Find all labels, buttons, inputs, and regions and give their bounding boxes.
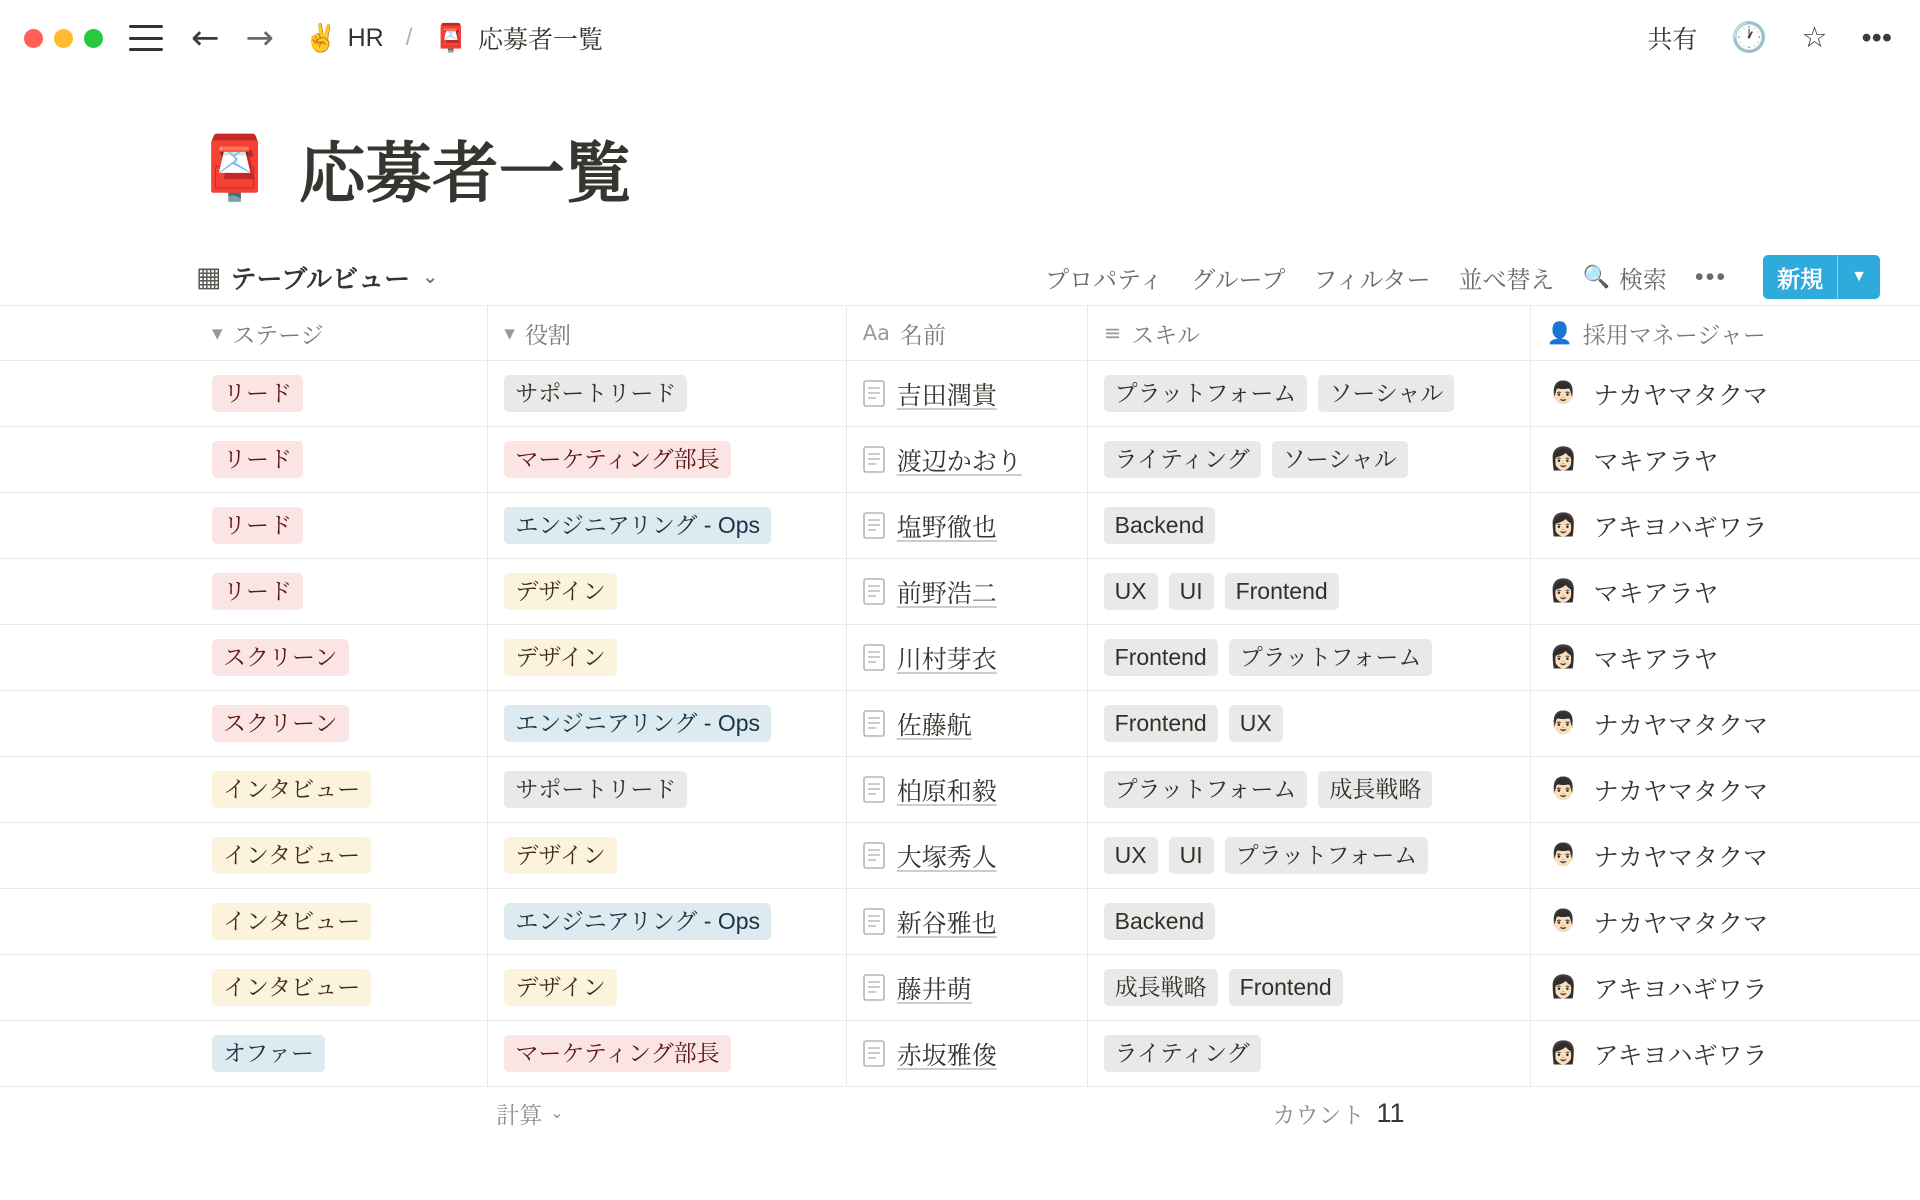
cell-skills[interactable] [1088,625,1531,690]
skill-tag[interactable]: 成長戦略 [1318,771,1432,808]
view-action-group [1045,255,1880,299]
avatar: 👨🏻 [1547,377,1581,411]
breadcrumb [304,20,603,56]
skill-tag-group [1104,837,1429,874]
table-row[interactable] [0,955,1920,1021]
skill-tag[interactable]: Frontend [1229,969,1343,1006]
cell-role[interactable] [488,1021,846,1086]
cell-role[interactable] [488,427,846,492]
page-icon[interactable]: 📮 [196,130,274,204]
column-header-manager[interactable] [1531,306,1920,360]
page-title [196,120,1920,215]
skill-tag[interactable]: ライティング [1104,441,1261,478]
manager-person[interactable] [1547,574,1719,610]
title-icon: Aa [862,321,890,345]
skill-tag-group [1104,639,1433,676]
skill-tag[interactable]: ソーシャル [1272,441,1408,478]
new-record-dropdown-icon[interactable]: ▼ [1851,268,1867,285]
page-content [0,120,1920,305]
avatar: 👩🏻 [1547,1037,1581,1071]
skill-tag-group [1104,1035,1261,1072]
applicant-name-link[interactable]: 前野浩二 [896,579,997,608]
skill-tag[interactable]: UX [1104,573,1158,610]
manager-name: マキアラヤ [1593,645,1719,674]
table-row[interactable] [0,493,1920,559]
breadcrumb-page[interactable]: 応募者一覧 [478,26,604,54]
skill-tag-group [1104,375,1455,412]
manager-person[interactable] [1547,706,1769,742]
cell-stage[interactable] [196,559,488,624]
chevron-down-icon[interactable]: ⌄ [422,266,439,288]
stage-tag[interactable]: リード [212,375,303,412]
manager-person[interactable] [1547,508,1768,544]
cell-skills[interactable] [1088,427,1531,492]
cell-role[interactable] [488,361,846,426]
page-document-icon [863,1040,885,1067]
role-tag[interactable]: サポートリード [504,375,687,412]
role-tag[interactable]: マーケティング部長 [504,1035,730,1072]
column-header-role[interactable] [488,306,846,360]
role-tag[interactable]: デザイン [504,969,616,1006]
stage-tag[interactable]: オファー [212,1035,325,1072]
stage-tag[interactable]: インタビュー [212,903,371,940]
role-tag[interactable]: デザイン [504,573,616,610]
cell-manager[interactable] [1531,1021,1920,1086]
table-row[interactable] [0,625,1920,691]
skill-tag[interactable]: Frontend [1104,639,1218,676]
role-tag[interactable]: デザイン [504,837,616,874]
select-icon: ▾ [212,321,223,345]
avatar: 👨🏻 [1547,839,1581,873]
cell-skills[interactable] [1088,757,1531,822]
column-label: 採用マネージャー [1582,321,1766,348]
table-body [0,361,1920,1087]
cell-manager[interactable] [1531,889,1920,954]
count-label: カウント [1272,1101,1365,1128]
cell-name[interactable] [847,493,1088,558]
manager-name: ナカヤマタクマ [1593,843,1769,872]
column-label: 名前 [900,321,946,348]
forward-icon[interactable]: → [245,18,274,58]
skill-tag[interactable]: プラットフォーム [1104,375,1308,412]
stage-tag[interactable]: インタビュー [212,771,371,808]
page-document-icon [863,578,885,605]
page-document-icon [863,446,885,473]
stage-tag[interactable]: インタビュー [212,837,371,874]
cell-skills[interactable] [1088,889,1531,954]
avatar: 👩🏻 [1547,443,1581,477]
traffic-lights [24,29,103,48]
manager-person[interactable] [1547,838,1769,874]
page-document-icon [863,776,885,803]
skill-tag-group [1104,705,1283,742]
cell-manager[interactable] [1531,955,1920,1020]
manager-name: アキヨハギワラ [1593,975,1768,1004]
manager-person[interactable] [1547,904,1769,940]
cell-skills[interactable] [1088,691,1531,756]
minimize-window-button[interactable] [54,29,73,48]
zoom-window-button[interactable] [84,29,103,48]
table-row[interactable] [0,361,1920,427]
page-title-text[interactable]: 応募者一覧 [299,136,632,210]
skill-tag-group [1104,969,1343,1006]
close-window-button[interactable] [24,29,43,48]
new-record-label: 新規 [1777,265,1824,292]
breadcrumb-separator: / [405,24,413,51]
properties-button[interactable]: プロパティ [1045,266,1164,294]
page-document-icon [863,908,885,935]
skill-tag[interactable]: 成長戦略 [1104,969,1218,1006]
favorite-star-icon[interactable]: ☆ [1801,21,1828,54]
page-document-icon [863,644,885,671]
manager-person[interactable] [1547,442,1719,478]
calculate-label: 計算 [496,1101,543,1128]
page-document-icon [863,974,885,1001]
table-row[interactable] [0,823,1920,889]
cell-manager[interactable] [1531,691,1920,756]
cell-role[interactable] [488,559,846,624]
cell-role[interactable] [488,823,846,888]
cell-stage[interactable] [196,889,488,954]
cell-manager[interactable] [1531,427,1920,492]
applicant-name-link[interactable]: 赤坂雅俊 [896,1041,997,1070]
skill-tag[interactable]: UX [1104,837,1158,874]
share-button[interactable]: 共有 [1647,26,1698,54]
manager-name: ナカヤマタクマ [1593,381,1769,410]
cell-manager[interactable] [1531,823,1920,888]
table-row[interactable] [0,889,1920,955]
cell-manager[interactable] [1531,559,1920,624]
cell-skills[interactable] [1088,955,1531,1020]
search-icon: 🔍 [1582,264,1610,289]
calculate-button[interactable] [196,1097,864,1130]
column-label: スキル [1131,321,1201,348]
role-tag[interactable]: マーケティング部長 [504,441,730,478]
manager-name: マキアラヤ [1593,447,1719,476]
cell-role[interactable] [488,493,846,558]
avatar: 👨🏻 [1547,905,1581,939]
stage-tag[interactable]: インタビュー [212,969,371,1006]
cell-skills[interactable] [1088,493,1531,558]
cell-manager[interactable] [1531,493,1920,558]
applicant-name-link[interactable]: 佐藤航 [896,711,972,740]
select-icon: ▾ [504,321,515,345]
cell-manager[interactable] [1531,757,1920,822]
manager-name: ナカヤマタクマ [1593,909,1769,938]
skill-tag[interactable]: ソーシャル [1318,375,1454,412]
page-document-icon [863,710,885,737]
manager-person[interactable] [1547,772,1769,808]
skill-tag[interactable]: ライティング [1104,1035,1261,1072]
applicant-name-link[interactable]: 渡辺かおり [896,447,1022,476]
manager-person[interactable] [1547,1036,1768,1072]
page-document-icon [863,380,885,407]
manager-name: アキヨハギワラ [1593,1041,1768,1070]
avatar: 👩🏻 [1547,575,1581,609]
search-button[interactable] [1582,260,1666,295]
manager-person[interactable] [1547,376,1769,412]
cell-stage[interactable] [196,361,488,426]
avatar: 👩🏻 [1547,641,1581,675]
column-label: ステージ [232,321,324,348]
table-row[interactable] [0,1021,1920,1087]
skill-tag-group [1104,771,1433,808]
cell-stage[interactable] [196,1021,488,1086]
cell-stage[interactable] [196,823,488,888]
breadcrumb-workspace[interactable]: HR [347,23,384,52]
view-name-label: テーブルビュー [230,263,411,294]
stage-tag[interactable]: リード [212,507,303,544]
cell-role[interactable] [488,889,846,954]
table-row[interactable] [0,691,1920,757]
cell-manager[interactable] [1531,361,1920,426]
table-row[interactable] [0,427,1920,493]
skill-tag-group [1104,903,1216,940]
avatar: 👨🏻 [1547,773,1581,807]
table-row[interactable] [0,559,1920,625]
skill-tag[interactable]: Backend [1104,507,1216,544]
skill-tag-group [1104,507,1216,544]
skill-tag-group [1104,573,1339,610]
cell-name[interactable] [847,1021,1088,1086]
cell-name[interactable] [847,691,1088,756]
cell-stage[interactable] [196,757,488,822]
manager-name: マキアラヤ [1593,579,1719,608]
skill-tag[interactable]: プラットフォーム [1225,837,1429,874]
group-button[interactable]: グループ [1191,266,1286,294]
filter-button[interactable]: フィルター [1313,266,1431,294]
table-footer [0,1087,1920,1139]
cell-stage[interactable] [196,955,488,1020]
page-emoji-icon: 📮 [434,22,469,54]
cell-name[interactable] [847,625,1088,690]
table-header-row [0,305,1920,361]
applicant-name-link[interactable]: 川村芽衣 [896,645,997,674]
count-value: 11 [1376,1097,1405,1128]
cell-name[interactable] [847,889,1088,954]
cell-role[interactable] [488,625,846,690]
cell-manager[interactable] [1531,625,1920,690]
table-view-icon: ▦ [196,261,222,293]
cell-stage[interactable] [196,427,488,492]
window-titlebar [0,0,1920,76]
skill-tag[interactable]: UI [1169,573,1214,610]
stage-tag[interactable]: リード [212,441,303,478]
view-more-icon[interactable]: ••• [1694,262,1728,291]
stage-tag[interactable]: スクリーン [212,639,349,676]
page-document-icon [863,512,885,539]
column-label: 役割 [524,321,571,348]
skill-tag[interactable]: プラットフォーム [1104,771,1308,808]
applicant-name-link[interactable]: 大塚秀人 [896,843,997,872]
cell-stage[interactable] [196,493,488,558]
skill-tag-group [1104,441,1408,478]
applicant-name-link[interactable]: 塩野徹也 [896,513,997,542]
hamburger-icon[interactable] [129,25,163,51]
cell-role[interactable] [488,955,846,1020]
role-tag[interactable]: エンジニアリング - Ops [504,705,771,742]
chevron-down-icon: ⌄ [550,1105,564,1122]
multiselect-icon: ≡ [1103,321,1122,345]
more-options-icon[interactable]: ••• [1861,21,1892,54]
skill-tag[interactable]: UI [1169,837,1214,874]
stage-tag[interactable]: リード [212,573,303,610]
database-table [0,305,1920,1087]
manager-person[interactable] [1547,970,1768,1006]
skill-tag[interactable]: Frontend [1104,705,1218,742]
skill-tag[interactable]: プラットフォーム [1229,639,1433,676]
stage-tag[interactable]: スクリーン [212,705,349,742]
workspace-emoji-icon: ✌️ [304,22,338,54]
role-tag[interactable]: エンジニアリング - Ops [504,507,771,544]
search-label: 検索 [1618,266,1667,294]
avatar: 👩🏻 [1547,509,1581,543]
count-summary[interactable] [1111,1097,1566,1130]
sort-button[interactable]: 並べ替え [1458,266,1555,294]
cell-name[interactable] [847,757,1088,822]
cell-name[interactable] [847,361,1088,426]
manager-name: ナカヤマタクマ [1593,777,1769,806]
skill-tag[interactable]: Frontend [1225,573,1339,610]
manager-name: ナカヤマタクマ [1593,711,1769,740]
page-document-icon [863,842,885,869]
tab-table-view[interactable] [196,259,438,296]
titlebar-actions [1647,20,1892,56]
cell-role[interactable] [488,691,846,756]
cell-name[interactable] [847,823,1088,888]
applicant-name-link[interactable]: 藤井萌 [896,975,972,1004]
applicant-name-link[interactable]: 吉田潤貴 [896,381,997,410]
applicant-name-link[interactable]: 新谷雅也 [896,909,997,938]
history-icon[interactable]: 🕐 [1731,21,1768,54]
cell-skills[interactable] [1088,559,1531,624]
person-icon: 👤 [1546,320,1573,345]
new-record-button[interactable] [1763,255,1880,299]
skill-tag[interactable]: Backend [1104,903,1216,940]
column-header-name[interactable] [847,306,1088,360]
role-tag[interactable]: デザイン [504,639,616,676]
cell-skills[interactable] [1088,1021,1531,1086]
avatar: 👩🏻 [1547,971,1581,1005]
cell-stage[interactable] [196,625,488,690]
applicant-name-link[interactable]: 柏原和毅 [896,777,997,806]
cell-stage[interactable] [196,691,488,756]
manager-person[interactable] [1547,640,1719,676]
column-header-skills[interactable] [1088,306,1531,360]
view-toolbar [196,249,1920,305]
avatar: 👨🏻 [1547,707,1581,741]
table-row[interactable] [0,757,1920,823]
manager-name: アキヨハギワラ [1593,513,1768,542]
cell-skills[interactable] [1088,823,1531,888]
cell-name[interactable] [847,427,1088,492]
skill-tag[interactable]: UX [1229,705,1283,742]
cell-role[interactable] [488,757,846,822]
role-tag[interactable]: エンジニアリング - Ops [504,903,771,940]
cell-skills[interactable] [1088,361,1531,426]
cell-name[interactable] [847,559,1088,624]
cell-name[interactable] [847,955,1088,1020]
back-icon[interactable]: ← [191,18,220,58]
role-tag[interactable]: サポートリード [504,771,687,808]
column-header-stage[interactable] [196,306,488,360]
